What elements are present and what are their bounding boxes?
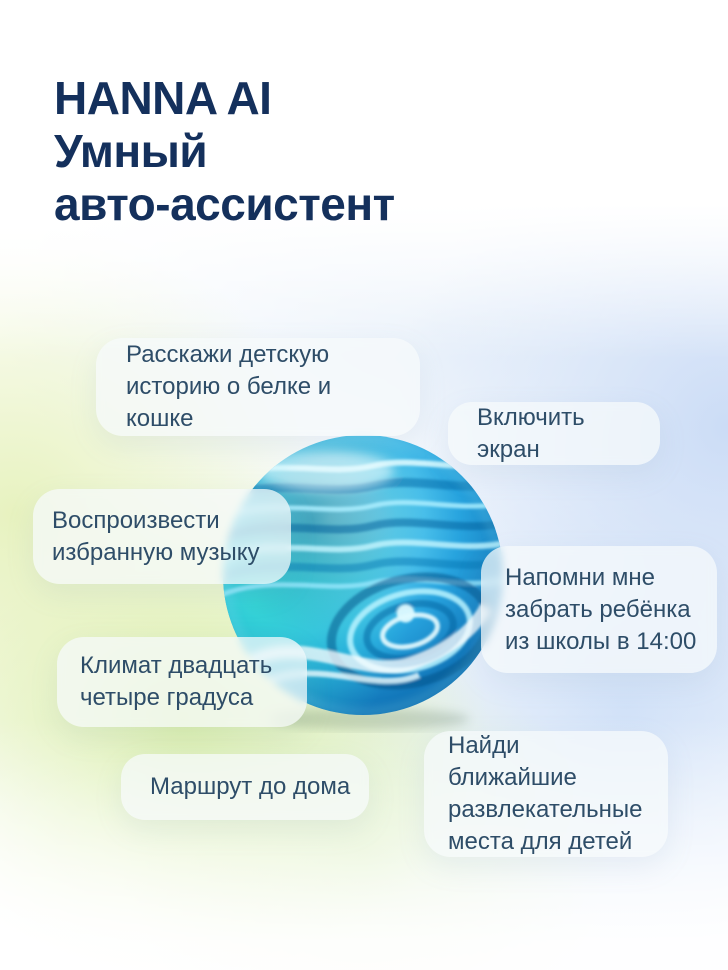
command-bubble-music: [33, 489, 291, 584]
page-title: [54, 72, 395, 231]
bubble-line: избранную музыку: [52, 538, 260, 566]
bubble-line: историю о белке и кошке: [126, 373, 332, 432]
bubble-line: Найди ближайшие: [448, 732, 577, 791]
command-bubble-climate: [57, 637, 307, 727]
bubble-line: развлекательные: [448, 796, 643, 823]
command-bubble-story: [96, 338, 420, 436]
bubble-line: Расскажи детскую: [126, 341, 330, 368]
command-bubble-places: [424, 731, 668, 857]
bubble-line: Воспроизвести: [52, 506, 220, 534]
bubble-line: Маршрут до дома: [150, 773, 351, 800]
bubble-line: места для детей: [448, 828, 633, 855]
command-bubble-screen: [448, 402, 660, 465]
bubble-line: из школы в 14:00: [505, 627, 697, 655]
bubble-line: забрать ребёнка: [505, 595, 691, 623]
command-bubble-route: [121, 754, 369, 820]
bubble-line: Климат двадцать: [80, 652, 273, 679]
subtitle-line: авто-ассистент: [54, 178, 395, 230]
command-bubble-reminder: [481, 546, 717, 673]
subtitle-line: Умный: [54, 125, 208, 177]
bubble-line: Включить экран: [477, 403, 585, 463]
bubble-line: Напомни мне: [505, 563, 655, 591]
brand-title: HANNA AI: [54, 72, 272, 124]
bubble-line: четыре градуса: [80, 684, 254, 711]
